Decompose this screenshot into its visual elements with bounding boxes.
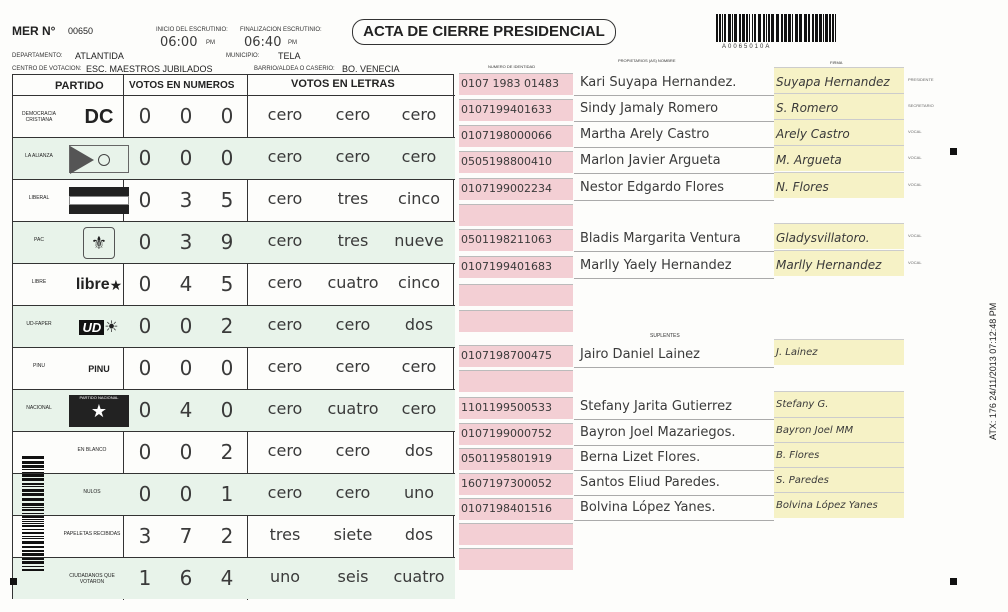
identity-number: 0107199002234 — [461, 182, 552, 195]
divider — [574, 251, 774, 252]
member-role: VOCAL — [908, 182, 922, 187]
col-partido-header: PARTIDO — [55, 80, 104, 92]
vote-word: dos — [404, 315, 434, 334]
member-signature: N. Flores — [776, 180, 829, 194]
vote-word: seis — [337, 567, 369, 586]
registration-mark — [950, 148, 957, 155]
vote-word: uno — [403, 483, 435, 502]
party-name: NACIONAL — [26, 405, 52, 411]
vote-word: cuatro — [327, 399, 379, 418]
party-logo-icon: libre ★ — [75, 276, 123, 293]
member-signature: S. Romero — [776, 101, 839, 115]
vote-word: cero — [267, 441, 303, 460]
id-box — [459, 370, 573, 392]
identity-number: 1607197300052 — [461, 477, 552, 490]
member-name: Kari Suyapa Hernandez. — [580, 75, 737, 90]
identity-number: 0505198800410 — [461, 155, 552, 168]
party-name: PINU — [33, 363, 45, 369]
vote-word: uno — [269, 567, 301, 586]
vote-word: dos — [404, 525, 434, 544]
suplentes-title: SUPLENTES — [650, 333, 680, 339]
col-names-header: PROPIETARIOS (AS) NOMBRE — [618, 58, 676, 63]
divider — [574, 520, 774, 521]
vote-digit: 0 — [138, 482, 152, 506]
vote-word: cero — [335, 357, 371, 376]
municipio-label: MUNICIPIO: — [226, 53, 260, 59]
dc-logo-text: DC — [84, 105, 114, 128]
member-name: Stefany Jarita Gutierrez — [580, 399, 732, 414]
member-name: Sindy Jamaly Romero — [580, 101, 719, 116]
col-letras-header: VOTOS EN LETRAS — [291, 78, 395, 90]
vote-word: cero — [401, 399, 437, 418]
departamento-value: ATLANTIDA — [75, 51, 124, 61]
mer-label: MER N° — [12, 24, 56, 38]
party-name: LIBRE — [31, 279, 47, 285]
id-box — [459, 523, 573, 545]
identity-number: 0107198401516 — [461, 502, 552, 515]
member-name: Jairo Daniel Lainez — [580, 347, 701, 362]
member-role: VOCAL — [908, 129, 922, 134]
vote-digit: 0 — [220, 146, 234, 170]
divider — [574, 173, 774, 174]
timestamp-stamp: ATX: 176 24/11/2013 07:12:48 PM — [988, 302, 998, 440]
vote-word: cero — [267, 357, 303, 376]
id-box — [459, 548, 573, 570]
table-row — [13, 557, 455, 599]
pinu-logo-text: PINU — [88, 364, 110, 374]
identity-number: 0501195801919 — [461, 452, 552, 465]
divider — [574, 367, 774, 368]
divider — [574, 200, 774, 201]
member-role: VOCAL — [908, 155, 922, 160]
vote-word: tres — [337, 231, 369, 250]
member-signature: Bolvina López Yanes — [776, 500, 878, 511]
nacional-logo-text: PARTIDO NACIONAL — [79, 395, 119, 400]
party-logo-icon — [65, 352, 133, 386]
libre-logo-text: libre — [75, 276, 110, 293]
table-row — [13, 137, 455, 179]
party-logo-icon — [65, 184, 133, 218]
member-signature: Gladysvillatoro. — [776, 231, 870, 245]
vote-digit: 0 — [220, 356, 234, 380]
centro-label: CENTRO DE VOTACION: — [12, 66, 82, 72]
barrio-label: BARRIO/ALDEA O CASERIO: — [254, 66, 335, 72]
vote-digit: 0 — [179, 314, 193, 338]
identity-number: 0107198000066 — [461, 129, 552, 142]
member-signature: Stefany G. — [776, 399, 829, 410]
member-name: Marlly Yaely Hernandez — [580, 258, 732, 273]
vote-word: cero — [401, 147, 437, 166]
vote-digit: 6 — [179, 566, 193, 590]
vote-word: cero — [401, 357, 437, 376]
table-row — [13, 389, 455, 431]
barcode-side — [22, 456, 60, 574]
id-box — [459, 310, 573, 332]
party-logo-icon — [65, 100, 133, 134]
vote-word: dos — [404, 441, 434, 460]
member-name: Bolvina López Yanes. — [580, 500, 716, 515]
barrio-value: BO. VENECIA — [342, 64, 400, 74]
member-signature: Bayron Joel MM — [776, 425, 854, 436]
party-name: UD-FAPER — [26, 321, 52, 327]
divider — [574, 445, 774, 446]
inicio-value: 06:00 — [160, 35, 198, 50]
party-name: NULOS — [83, 489, 101, 495]
vote-word: cero — [267, 273, 303, 292]
barcode-text: A0065010A — [722, 44, 772, 50]
party-logo-icon: ⚜ — [65, 226, 133, 260]
vote-word: cero — [267, 315, 303, 334]
vote-word: tres — [269, 525, 301, 544]
vote-digit: 3 — [179, 188, 193, 212]
party-logo-icon: UD ☀ — [65, 310, 133, 344]
mer-number: 00650 — [68, 26, 94, 36]
table-row — [13, 95, 455, 137]
registration-mark — [950, 578, 957, 585]
vote-word: cero — [335, 315, 371, 334]
table-row — [13, 473, 455, 515]
vote-digit: 0 — [138, 272, 152, 296]
vote-digit: 4 — [179, 272, 193, 296]
identity-number: 0107199000752 — [461, 427, 552, 440]
member-signature: S. Paredes — [776, 475, 829, 486]
party-name: LA ALIANZA — [25, 153, 53, 159]
vote-digit: 4 — [179, 398, 193, 422]
inicio-ampm: PM — [206, 40, 215, 46]
vote-digit: 0 — [138, 230, 152, 254]
divider — [574, 419, 774, 420]
party-name: EN BLANCO — [77, 447, 107, 453]
vote-digit: 0 — [179, 104, 193, 128]
member-name: Marlon Javier Argueta — [580, 153, 721, 168]
vote-word: cero — [267, 189, 303, 208]
table-row — [13, 515, 455, 557]
col-firma-header: FIRMA — [830, 60, 843, 65]
departamento-label: DEPARTAMENTO: — [12, 53, 63, 59]
vote-word: nueve — [394, 231, 444, 250]
fin-value: 06:40 — [244, 35, 282, 50]
vote-word: cinco — [398, 189, 440, 208]
vote-word: cero — [267, 105, 303, 124]
member-signature: J. Lainez — [776, 347, 818, 358]
member-signature: Marlly Hernandez — [776, 258, 882, 272]
vote-digit: 0 — [138, 146, 152, 170]
centro-value: ESC. MAESTROS JUBILADOS — [86, 64, 213, 74]
table-row — [13, 179, 455, 221]
party-name: PAPELETAS RECIBIDAS — [63, 531, 121, 537]
vote-word: siete — [333, 525, 373, 544]
vote-digit: 3 — [179, 230, 193, 254]
vote-word: cero — [335, 441, 371, 460]
member-signature: Suyapa Hernandez — [776, 75, 890, 89]
identity-number: 0501198211063 — [461, 233, 552, 246]
table-row — [13, 347, 455, 389]
col-numeros-header: VOTOS EN NUMEROS — [129, 80, 235, 91]
vote-digit: 7 — [179, 524, 193, 548]
inicio-label: INICIO DEL ESCRUTINIO: — [156, 27, 228, 33]
vote-digit: 2 — [220, 524, 234, 548]
vote-word: cuatro — [393, 567, 445, 586]
vote-word: cero — [335, 105, 371, 124]
vote-digit: 0 — [179, 482, 193, 506]
vote-digit: 0 — [220, 398, 234, 422]
member-role: VOCAL — [908, 260, 922, 265]
vote-digit: 0 — [179, 356, 193, 380]
id-box — [459, 204, 573, 226]
vote-word: cero — [267, 483, 303, 502]
vote-word: cero — [335, 147, 371, 166]
vote-word: cero — [335, 483, 371, 502]
vote-word: cero — [267, 147, 303, 166]
identity-number: 0107199401683 — [461, 260, 552, 273]
vote-digit: 0 — [220, 104, 234, 128]
municipio-value: TELA — [278, 51, 301, 61]
barcode-top — [716, 14, 840, 42]
vote-digit: 9 — [220, 230, 234, 254]
identity-number: 0107 1983 01483 — [461, 77, 559, 90]
member-name: Bayron Joel Mazariegos. — [580, 425, 736, 440]
document-title: ACTA DE CIERRE PRESIDENCIAL — [352, 19, 616, 45]
member-name: Nestor Edgardo Flores — [580, 180, 725, 195]
vote-digit: 5 — [220, 272, 234, 296]
vote-digit: 0 — [138, 398, 152, 422]
divider — [574, 278, 774, 279]
registration-mark — [10, 578, 17, 585]
party-name: PAC — [34, 237, 44, 243]
identity-number: 0107198700475 — [461, 349, 552, 362]
vote-word: cero — [267, 399, 303, 418]
vote-digit: 0 — [138, 104, 152, 128]
vote-digit: 2 — [220, 440, 234, 464]
table-row — [13, 431, 455, 473]
fin-label: FINALIZACION ESCRUTINIO: — [240, 27, 322, 33]
divider — [574, 147, 774, 148]
table-row — [13, 221, 455, 263]
vote-digit: 3 — [138, 524, 152, 548]
member-name: Bladis Margarita Ventura — [580, 231, 741, 246]
member-name: Berna Lizet Flores. — [580, 450, 701, 465]
identity-number: 0107199401633 — [461, 103, 552, 116]
divider — [574, 121, 774, 122]
id-box — [459, 284, 573, 306]
vote-digit: 5 — [220, 188, 234, 212]
vote-digit: 0 — [138, 314, 152, 338]
identity-number: 1101199500533 — [461, 401, 552, 414]
vote-digit: 0 — [179, 440, 193, 464]
vote-digit: 1 — [220, 482, 234, 506]
vote-word: cinco — [398, 273, 440, 292]
party-name: DEMOCRACIA CRISTIANA — [22, 111, 56, 123]
divider — [574, 495, 774, 496]
fin-ampm: PM — [288, 40, 297, 46]
vote-word: cuatro — [327, 273, 379, 292]
party-logo-icon: PARTIDO NACIONAL ★ — [65, 394, 133, 428]
vote-digit: 0 — [138, 356, 152, 380]
vote-word: cero — [401, 105, 437, 124]
member-role: PRESIDENTE — [908, 77, 934, 82]
vote-digit: 2 — [220, 314, 234, 338]
vote-table — [12, 74, 454, 599]
table-row — [13, 263, 455, 305]
member-role: VOCAL — [908, 233, 922, 238]
vote-word: tres — [337, 189, 369, 208]
vote-digit: 4 — [220, 566, 234, 590]
col-id-header: NUMERO DE IDENTIDAD — [488, 64, 536, 69]
member-name: Martha Arely Castro — [580, 127, 710, 142]
member-signature: B. Flores — [776, 450, 820, 461]
member-role: SECRETARIO — [908, 103, 934, 108]
vote-digit: 0 — [138, 188, 152, 212]
table-row — [13, 305, 455, 347]
vote-digit: 1 — [138, 566, 152, 590]
vote-digit: 0 — [138, 440, 152, 464]
member-name: Santos Eliud Paredes. — [580, 475, 720, 490]
vote-digit: 0 — [179, 146, 193, 170]
vote-word: cero — [267, 231, 303, 250]
party-name: CIUDADANOS QUE VOTARON — [69, 573, 115, 585]
member-signature: Arely Castro — [776, 127, 850, 141]
divider — [574, 470, 774, 471]
member-signature: M. Argueta — [776, 153, 842, 167]
divider — [574, 95, 774, 96]
ud-logo-text: UD — [79, 320, 104, 335]
party-name: LIBERAL — [28, 195, 50, 201]
party-logo-icon — [65, 142, 133, 176]
